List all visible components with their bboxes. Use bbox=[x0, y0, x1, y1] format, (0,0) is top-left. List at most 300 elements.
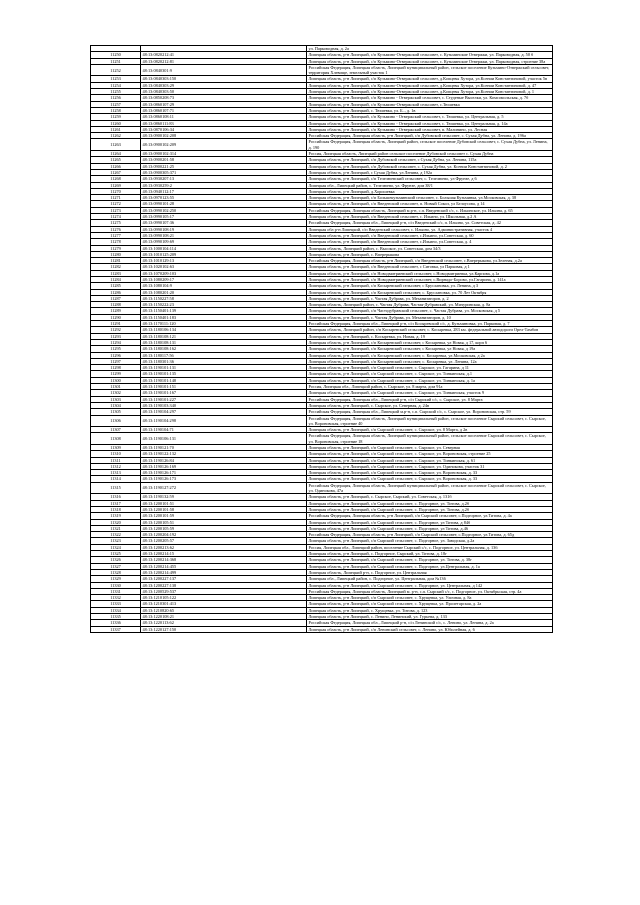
row-number: 11256 bbox=[91, 95, 141, 101]
row-number: 11270 bbox=[91, 188, 141, 194]
address: Липецкая область, р-н Липецкий, д.Хорошевка bbox=[307, 188, 553, 194]
table-row bbox=[91, 276, 553, 282]
row-number: 11311 bbox=[91, 457, 141, 463]
cadastral-number: 48:13:1200213:62 bbox=[141, 544, 307, 550]
address: Липецкая область, р-н Липецкий, с/п Сырский сельсовет, с. Сырское, ул. Тинкинская, д.1 bbox=[307, 371, 553, 377]
address: Липецкая область, р-н Липецкий, с/п Кузьмино-Отвержский сельсовет, д.Копцевы Хутора, ул.Ксении Константиновой, участок 5в bbox=[307, 76, 553, 82]
cadastral-number: 48:13:0870106:34 bbox=[141, 126, 307, 132]
row-number: 11277 bbox=[91, 232, 141, 238]
address: Липецкая область, р-н Липецкий, с/п Введенский сельсовет, с.Ильино, ул.Советская, д. 60 bbox=[307, 232, 553, 238]
table-row bbox=[91, 151, 553, 157]
cadastral-number: 48:13:1190101:167 bbox=[141, 390, 307, 396]
table-row bbox=[91, 195, 553, 201]
cadastral-number: 48:13:1170111:120 bbox=[141, 321, 307, 327]
address: Российская Федерация, Липецкая обл., Липецкий р-н, с/п Введенский с/с, п. Ильино, ул. Советская, д. 42 bbox=[307, 220, 553, 226]
table-row bbox=[91, 226, 553, 232]
address: Липецкая область, р-н Липецкий, с/п Сырский сельсовет, с. Сырское, ул. Вороновская, строение 25 bbox=[307, 451, 553, 457]
row-number: 11317 bbox=[91, 500, 141, 506]
address: Липецкая область, р-н Липецкий, с. Тюшевка, ул. Б.., д. 1в bbox=[307, 107, 553, 113]
row-number: 11315 bbox=[91, 482, 141, 494]
address: Липецкая область, р-н Липецкий, с Сухая Дубна, ул Ленина, д 192а bbox=[307, 169, 553, 175]
address: Липецкая область, р-н Липецкий, с/п Новодмитриевский сельсовет, с.Вирнадо-Борово, ул.Гагарина, д. 141а bbox=[307, 276, 553, 282]
cadastral-number: 48:13:0840303:29 bbox=[141, 82, 307, 88]
address: Российская Федерация, Липецкая область, р-н Липецкий, с/п Сырский сельсовет, с.Подгорное, ул.Титова, д. 4а bbox=[307, 513, 553, 519]
cadastral-number: 48:13:1150401:139 bbox=[141, 308, 307, 314]
cadastral-number: 48:13:0860108:11 bbox=[141, 114, 307, 120]
table-row bbox=[91, 52, 553, 58]
cadastral-number: 48:13:1070209:103 bbox=[141, 270, 307, 276]
row-number: 11323 bbox=[91, 538, 141, 544]
cadastral-number: 48:13:1190132:59 bbox=[141, 494, 307, 500]
row-number: 11274 bbox=[91, 214, 141, 220]
row-number: 11309 bbox=[91, 445, 141, 451]
cadastral-number: 48:13:1200214:15 bbox=[141, 551, 307, 557]
row-number: 11253 bbox=[91, 76, 141, 82]
row-number: 11302 bbox=[91, 390, 141, 396]
row-number: 11266 bbox=[91, 163, 141, 169]
table-row bbox=[91, 626, 553, 632]
address: Липецкая область, р-н Липецкий, с/п Сырский сельсовет, с. Сырское, ул. Гагарина, д 11 bbox=[307, 365, 553, 371]
address: Российская Федерация, Липецкая область, Липецкий район, сельское поселение Дубовской сельсовет, с. Сухая Дубна, ул. Ленина, д. 190 bbox=[307, 139, 553, 151]
address: Липецкая область, р-н Липецкий, с/п Кузьмино-Отвержский сельсовет, д.Копцевы Хутора, ул.Ксении Константиновой, д. 47 bbox=[307, 82, 553, 88]
cadastral-number: 48:13:1000104:114 bbox=[141, 245, 307, 251]
table-row bbox=[91, 352, 553, 358]
row-number: 11252 bbox=[91, 64, 141, 76]
address: Липецкая область, р-н Липецкий, с/п Сырский сельсовет, с. Сырское, ул. 8 Марта, д 2в bbox=[307, 427, 553, 433]
address: Липецкая область, р-н Липецкий, с/п Введенский сельсовет, с.Ильино, ул.Советская, д. 4 bbox=[307, 239, 553, 245]
cadastral-number: 48:13:1180108:121 bbox=[141, 333, 307, 339]
cadastral-number: 48:13:1190101:151 bbox=[141, 384, 307, 390]
cadastral-number: 48:13:1150401:183 bbox=[141, 314, 307, 320]
cadastral-number: 48:13:1080104:9 bbox=[141, 283, 307, 289]
table-row bbox=[91, 433, 553, 445]
address: Липецкая область, р-н Липецкий, с. Сырское, Сырский, ул. Советская, д. 131б bbox=[307, 494, 553, 500]
cadastral-number: 48:13:0990108:21 bbox=[141, 232, 307, 238]
address: Липецкая область, р-н Липецкий, с/п Сырский сельсовет, с. Сырское, ул. Северная bbox=[307, 445, 553, 451]
address: Липецкая область, р-н Липецкий, с/п Большекузьминский сельсовет, с. Большая Кузьминка, ул.Московская, д. 38 bbox=[307, 195, 553, 201]
cadastral-number: 48:13:0990101:28 bbox=[141, 201, 307, 207]
table-row bbox=[91, 532, 553, 538]
row-number: 11264 bbox=[91, 151, 141, 157]
row-number: 11268 bbox=[91, 176, 141, 182]
table-row bbox=[91, 327, 553, 333]
address: Российская Федерация, Липецкая область, Липецкий муниципальный район, сельское поселение Кузьмино-Отвержский сельсовет, территория Хлевище, земельный участок 1 bbox=[307, 64, 553, 76]
table-row bbox=[91, 289, 553, 295]
address: Липецкая область, р-н Липецкий, с/п Сырский сельсовет, с. Подгорное, ул Титова, д 84б bbox=[307, 519, 553, 525]
address: Липецкая область, Липецкий район, с/п Косыревский сельсовет, с. Косыревка, 283 км. федеральной автодороги Орел-Тамбов bbox=[307, 327, 553, 333]
cadastral-number: 48:13:1200101:51 bbox=[141, 500, 307, 506]
row-number: 11295 bbox=[91, 346, 141, 352]
row-number: 11312 bbox=[91, 463, 141, 469]
table-row bbox=[91, 588, 553, 594]
address: Липецкая область, р-н Липецкий, с/п Косыревский сельсовет, с Косыревка, ул Новая, д 19а bbox=[307, 346, 553, 352]
table-row bbox=[91, 409, 553, 415]
row-number: 11292 bbox=[91, 327, 141, 333]
row-number: 11326 bbox=[91, 557, 141, 563]
row-number: 11261 bbox=[91, 126, 141, 132]
table-row bbox=[91, 58, 553, 64]
table-row bbox=[91, 207, 553, 213]
row-number: 11279 bbox=[91, 245, 141, 251]
cadastral-number: 48:13:1200205:57 bbox=[141, 538, 307, 544]
row-number: 11297 bbox=[91, 358, 141, 364]
address: ул. Парководная, д. 2а bbox=[307, 46, 553, 52]
row-number: 11327 bbox=[91, 563, 141, 569]
cadastral-number: 48:13:1190126:169 bbox=[141, 463, 307, 469]
row-number: 11330 bbox=[91, 582, 141, 588]
address: Липецкая область, р-н Липецкий, с. Хрущевка, ул. Титова, д. 123 bbox=[307, 607, 553, 613]
cadastral-number: 48:13:0900102:209 bbox=[141, 139, 307, 151]
row-number: 11329 bbox=[91, 576, 141, 582]
table-row bbox=[91, 302, 553, 308]
cadastral-number: 48:13:1190126:173 bbox=[141, 476, 307, 482]
cadastral-number: 48:13:1200214:368 bbox=[141, 557, 307, 563]
cadastral-number: 48:13:0990102:250 bbox=[141, 207, 307, 213]
address: Липецкая область, Липецкий район, с. Высокое, ул. Советская, дом 34/3 bbox=[307, 245, 553, 251]
table-row bbox=[91, 339, 553, 345]
row-number: 11289 bbox=[91, 308, 141, 314]
address: Липецкая область, р-н Липецкий, с/п Сырский сельсовет, с. Подгорное, ул Титова, д.46 bbox=[307, 525, 553, 531]
cadastral-number: 48:13:1020102:63 bbox=[141, 264, 307, 270]
table-row bbox=[91, 258, 553, 264]
cadastral-number: 48:13:1190127:272 bbox=[141, 482, 307, 494]
address: Липецкая область, р-н Липецкий, с/п Сырский сельсовет, с. Подгорное, ул.Центральная, д. 1а bbox=[307, 563, 553, 569]
cadastral-number: 48:13:0860107:71 bbox=[141, 107, 307, 113]
row-number: 11265 bbox=[91, 157, 141, 163]
address: Липецкая область, р-н Липецкий, с/п Телелюевский сельсовет, с. Телелюево, ул Фрунзе, д 6 bbox=[307, 176, 553, 182]
row-number: 11305 bbox=[91, 409, 141, 415]
row-number: 11310 bbox=[91, 451, 141, 457]
row-number: 11278 bbox=[91, 239, 141, 245]
address: Липецкая область, р-н Липецкий, с/п Новодмитриевский сельсовет, с.Новодмитриевка, ул.Карпова, д.1а bbox=[307, 270, 553, 276]
row-number: 11258 bbox=[91, 107, 141, 113]
table-row bbox=[91, 415, 553, 427]
cadastral-number: 48:13:1200214:455 bbox=[141, 563, 307, 569]
address: Липецкая область, р-н Липецкий, с/п Частодубравский сельсовет, с. Частая Дубрава, ул. Московская, д 5 bbox=[307, 308, 553, 314]
cadastral-number: 48:13:1190101:148 bbox=[141, 377, 307, 383]
parcel-register-table bbox=[90, 45, 553, 633]
cadastral-number: 48:13:0840303:150 bbox=[141, 76, 307, 82]
address: Липецкая область, р-н Липецкий, с/п Сырский сельсовет, с. Хрущевка, ул. Пролетарская, д. 2а bbox=[307, 601, 553, 607]
row-number: 11280 bbox=[91, 251, 141, 257]
cadastral-number: 48:13:1180108:131 bbox=[141, 339, 307, 345]
row-number: 11282 bbox=[91, 264, 141, 270]
cadastral-number: 48:13:0820212:81 bbox=[141, 58, 307, 64]
row-number: 11319 bbox=[91, 513, 141, 519]
row-number: 11257 bbox=[91, 101, 141, 107]
cadastral-number: 48:13:1150222:23 bbox=[141, 302, 307, 308]
row-number: 11328 bbox=[91, 569, 141, 575]
table-body bbox=[91, 46, 553, 633]
cadastral-number: 48:13:1190101:135 bbox=[141, 371, 307, 377]
cadastral-number: 48:13:0900102:314 bbox=[141, 151, 307, 157]
cadastral-number: 48:13:1200529:537 bbox=[141, 588, 307, 594]
address: Липецкая область, р-н Липецкий, с/п Кузьмино - Отвержский сельсовет, с. Тюшевка, ул. Центральная, д. 14а bbox=[307, 120, 553, 126]
table-row bbox=[91, 390, 553, 396]
address: Липецкая область, р-н Липецкий, с/п Дубовской сельсовет, с. Сухая Дубна, ул. Ксении Константиновой, д. 2 bbox=[307, 163, 553, 169]
row-number: 11298 bbox=[91, 365, 141, 371]
cadastral-number: 48:13:1010129:13 bbox=[141, 258, 307, 264]
row-number: 11263 bbox=[91, 139, 141, 151]
address: Липецкая область, р-н Липецкий, с/п Кузьмино-Отвержский сельсовет, с. Кузьминские Отвержки, ул. Парководная, строение 38а bbox=[307, 58, 553, 64]
row-number: 11294 bbox=[91, 339, 141, 345]
table-row bbox=[91, 126, 553, 132]
row-number: 11273 bbox=[91, 207, 141, 213]
address: Липецкая область, р-н Липецкий, с/п Введенский сельсовет, с. Ильино, ул. Школьная, д.2 А bbox=[307, 214, 553, 220]
cadastral-number: 48:13:1150227:58 bbox=[141, 295, 307, 301]
address: Липецкая область, Липецкий район, с. Частая Дубрава, Частая-Дубравский, ул. Мичуринская, д. 8а bbox=[307, 302, 553, 308]
table-row bbox=[91, 95, 553, 101]
row-number: 11271 bbox=[91, 195, 141, 201]
cadastral-number: 48:13:1200105:59 bbox=[141, 525, 307, 531]
table-row bbox=[91, 64, 553, 76]
address: Липецкая область, р-н Липецкий, с/п Кузьмино - Отвержский сельсовет, с. Студеные Выселки, ул. Комсомольская, д. 7б bbox=[307, 95, 553, 101]
address: Липецкая область, р-н Липецкий, с/п Введенский сельсовет, п. Новый Сокол, ул Белоусова, д 14 bbox=[307, 201, 553, 207]
row-number: 11307 bbox=[91, 427, 141, 433]
address: Российская Федерация, Липецкая обл., Липецкий р-н, с/п Косыревский с/с, д. Кузьминовка, ул. Парковая, д. 7 bbox=[307, 321, 553, 327]
address: Российская Федерация, Липецкая область, Липецкий муниципальный район, сельское поселение Сырский сельсовет, с. Сырское, ул. Вороновская, строение 18 bbox=[307, 433, 553, 445]
row-number: 11300 bbox=[91, 377, 141, 383]
row-number: 11322 bbox=[91, 532, 141, 538]
row-number: 11334 bbox=[91, 607, 141, 613]
row-number: 11275 bbox=[91, 220, 141, 226]
cadastral-number: 48:13:0990105:17 bbox=[141, 214, 307, 220]
address: Российская Федерация, Липецкая область, Липецкий муниципальный район, сельское поселение Сырский сельсовет, с. Сырское, ул. Одинокова, 47а bbox=[307, 482, 553, 494]
cadastral-number: 48:13:0990109:69 bbox=[141, 239, 307, 245]
cadastral-number: 48:13:1190104:71 bbox=[141, 427, 307, 433]
address: Российская Федерация, Липецкая область, Липецкий м.р-н, с.п. Введенский с/с, с. Ильинское, ул. Ильина, д. 65 bbox=[307, 207, 553, 213]
table-row bbox=[91, 89, 553, 95]
cadastral-number: 48:13:1200227:137 bbox=[141, 576, 307, 582]
address: Липецкая область, р-н Липецкий, с/п Введенский сельсовет, с Ситовка, ул Парковая, д 1 bbox=[307, 264, 553, 270]
row-number: 11267 bbox=[91, 169, 141, 175]
row-number: 11254 bbox=[91, 82, 141, 88]
cadastral-number: 48:13:1190126:171 bbox=[141, 470, 307, 476]
table-row bbox=[91, 513, 553, 519]
row-number: 11316 bbox=[91, 494, 141, 500]
cadastral-number: 48:13:1190104:298 bbox=[141, 415, 307, 427]
address: Липецкая область, р-н Липецкий, с. Сырское, ул. Северная, д. 24в bbox=[307, 402, 553, 408]
row-number: 11281 bbox=[91, 258, 141, 264]
cadastral-number: 48:13:0900221:25 bbox=[141, 163, 307, 169]
address: Россия, Липецкая обл., Липецкий район, с. Сырское, ул. 8 марта, дом 91а bbox=[307, 384, 553, 390]
cadastral-number: 48:13:1190126:84 bbox=[141, 457, 307, 463]
row-number: 11303 bbox=[91, 396, 141, 402]
cadastral-number: 48:13:1200204:192 bbox=[141, 532, 307, 538]
address: Липецкая область, р-н Липецкий, с/п Косыревский сельсовет, с Косыревка, ул Новая, д 17, корп 6 bbox=[307, 339, 553, 345]
address: Липецкая область, р-н Липецкий, с. Частая Дубрава, ул. Механизаторов, д. 10 bbox=[307, 314, 553, 320]
row-number: 11325 bbox=[91, 551, 141, 557]
row-number: 11296 bbox=[91, 352, 141, 358]
row-number: 11272 bbox=[91, 201, 141, 207]
document-page bbox=[90, 45, 552, 633]
table-row bbox=[91, 308, 553, 314]
row-number: 11337 bbox=[91, 626, 141, 632]
row-number: 11336 bbox=[91, 620, 141, 626]
table-row bbox=[91, 620, 553, 626]
cadastral-number: 48:13:1190101:131 bbox=[141, 365, 307, 371]
cadastral-number: 48:13:0900305:371 bbox=[141, 169, 307, 175]
address: Липецкая обл., Липецкий район, с. Подгорное, ул. Центральная, дом №136 bbox=[307, 576, 553, 582]
cadastral-number: 48:13:0840301:9 bbox=[141, 64, 307, 76]
address: Российская Федерация, Липецкая область, Липецкий муниципальный район, сельское поселение Сырский сельсовет, с. Сырское, ул. Вороновская, строение 40 bbox=[307, 415, 553, 427]
cadastral-number: 48:13:0850208:73 bbox=[141, 95, 307, 101]
row-number: 11255 bbox=[91, 89, 141, 95]
row-number: 11251 bbox=[91, 58, 141, 64]
row-number: 11276 bbox=[91, 226, 141, 232]
row-number: 11324 bbox=[91, 544, 141, 550]
cadastral-number: 48:13:0970123:55 bbox=[141, 195, 307, 201]
cadastral-number: 48:13:0840303:50 bbox=[141, 89, 307, 95]
row-number: 11284 bbox=[91, 276, 141, 282]
row-number: 11301 bbox=[91, 384, 141, 390]
address: Российская Федерация, Липецкая область, р-н Липецкий, с/п Введенский сельсовет, с.Вперерыкова, ул.Зеленая, д.2а bbox=[307, 258, 553, 264]
table-row bbox=[91, 220, 553, 226]
cadastral-number: 48:13:0990108:19 bbox=[141, 226, 307, 232]
cadastral-number: 48:13:0930259:2 bbox=[141, 182, 307, 188]
cadastral-number: 48:13:0860107:29 bbox=[141, 101, 307, 107]
row-number: 11293 bbox=[91, 333, 141, 339]
address: Россия, Липецкая область, Липецкий район сельское поселение Дубовской сельсовет с. Сухая Дубна bbox=[307, 151, 553, 157]
address: Липецкая область, р-н Липецкий, с. Косыревка, ул. Новая, д. 19 bbox=[307, 333, 553, 339]
address: Липецкая область, р-н Липецкий, с/п Сырский сельсовет, с. Сырское, ул. Тинкинская, участок 9 bbox=[307, 390, 553, 396]
row-number: 11283 bbox=[91, 270, 141, 276]
address: Липецкая область, р-н Липецкий, с/п Сырский сельсовет, с. Подгорное, ул. Центральная, д 142 bbox=[307, 582, 553, 588]
cadastral-number: 48:13:0900201:58 bbox=[141, 157, 307, 163]
address: Липецкая область, р-н Липецкий, с/п Сырский сельсовет, с. Сырское, ул. Вороновская, д. 33 bbox=[307, 470, 553, 476]
row-number: 11260 bbox=[91, 120, 141, 126]
row-number: 11332 bbox=[91, 595, 141, 601]
address: Липецкая область, р-н Липецкий, с/п Кузьмино-Отвержский сельсовет, с.Тюшевка bbox=[307, 101, 553, 107]
address: Российская Федерация, Липецкая обл., Липецкий р-н, с/п Ленинский с/с, с. Ленино, ул. Ленина, д. 2а bbox=[307, 620, 553, 626]
cadastral-number: 48:13:1200105:51 bbox=[141, 519, 307, 525]
cadastral-number: 48:13:1220113:62 bbox=[141, 620, 307, 626]
cadastral-number: 48:13:1190101:227 bbox=[141, 396, 307, 402]
address: Россия, Липецкая обл., Липецкий район, поселение Сырский с/с, с. Подгорное, ул. Центральная, д. 136 bbox=[307, 544, 553, 550]
cadastral-number: 48:13:1180108:162 bbox=[141, 346, 307, 352]
row-number: 11333 bbox=[91, 601, 141, 607]
address: Российская Федерация, Липецкая обл., Липецкий м.р-н, с.п. Сырский с/с, с. Сырское, ул. Вороновская, стр. 59 bbox=[307, 409, 553, 415]
cadastral-number: 48:13:1190122:132 bbox=[141, 451, 307, 457]
row-number: 11250 bbox=[91, 52, 141, 58]
table-row bbox=[91, 544, 553, 550]
address: Липецкая область, р-н Липецкий, с/п Сырский сельсовет, с. Хрущевка, ул. Уличная, д. 8а bbox=[307, 595, 553, 601]
cadastral-number: 48:13:1210301:413 bbox=[141, 601, 307, 607]
address: Липецкая область, р-н Липецкий, с/п Косыревский сельсовет, с. Косыревка, ул.Московская, д 2а bbox=[307, 352, 553, 358]
address: Липецкая область, р-н Липецкий, с/п Сырский сельсовет, с. Сырское, ул. Вороновская, д. 33 bbox=[307, 476, 553, 482]
row-number: 11335 bbox=[91, 614, 141, 620]
table-row bbox=[91, 463, 553, 469]
address: Липецкая обл р-н Липецкий, с/п Введенский сельсовет, с. Ильино, ул. Административная, участок 4 bbox=[307, 226, 553, 232]
row-number: 11291 bbox=[91, 321, 141, 327]
address: Российская Федерация, Липецкая область, р-н Липецкий, с/п Сырский сельсовет, с.Подгорное, ул.Титова, д. 65д bbox=[307, 532, 553, 538]
table-row bbox=[91, 201, 553, 207]
cadastral-number: 48:13:0930207:13 bbox=[141, 176, 307, 182]
address: Липецкая область, р-н Липецкий, с/п Сырский сельсовет, с. Подгорное, ул. Титова, д.2б bbox=[307, 506, 553, 512]
address: Липецкая область, р-н Липецкий, с/п Кузьмино-Отвержский сельсовет, д.Копцевы Хутора, ул.Ксении Константиновой, д. 1 bbox=[307, 89, 553, 95]
address: Российская Федерация, Липецкая область, р-н Липецкий, с/п Дубовской сельсовет, с. Сухая Дубна, ул. Ленина, д. 196а bbox=[307, 133, 553, 139]
address: Липецкая область, р-н Липецкий, с/п Кузьмино-Отвержский сельсовет, с. Кузьминские Отвержки, ул. Парководная, д. 50 б bbox=[307, 52, 553, 58]
cadastral-number: 48:13:1190103:340 bbox=[141, 402, 307, 408]
address: Российская Федерация, Липецкая область, Липецкий м. р-н, с.п. Сырский с/с, с. Подгорное, ул. Октябрьская, стр. 4а bbox=[307, 588, 553, 594]
address: Липецкая область, р-н Липецкий, с/п Косыревский сельсовет, с. Косыревка, ул. Ленина, 12а bbox=[307, 358, 553, 364]
cadastral-number: 48:13:1210105:122 bbox=[141, 595, 307, 601]
table-row bbox=[91, 321, 553, 327]
row-number: 11313 bbox=[91, 470, 141, 476]
address: Липецкая область, р-н Липецкий, с. Подгорное, Сырский, ул. Титова, д. 18г bbox=[307, 551, 553, 557]
row-number: 11269 bbox=[91, 182, 141, 188]
row-number: 11290 bbox=[91, 314, 141, 320]
table-row bbox=[91, 270, 553, 276]
row-number: 11318 bbox=[91, 506, 141, 512]
table-row bbox=[91, 120, 553, 126]
row-number: 11288 bbox=[91, 302, 141, 308]
table-row bbox=[91, 82, 553, 88]
row-number: 11308 bbox=[91, 433, 141, 445]
cadastral-number: 48:13:1180301:36 bbox=[141, 358, 307, 364]
table-row bbox=[91, 133, 553, 139]
cadastral-number: 48:13:1210820:65 bbox=[141, 607, 307, 613]
row-number: 11321 bbox=[91, 525, 141, 531]
address: Липецкая область, р-н Липецкий, с/п Дубовской сельсовет, с Сухая Дубна, ул. Ленина, 115а bbox=[307, 157, 553, 163]
table-row bbox=[91, 163, 553, 169]
address: Липецкая область, р-н Липецкий, с/п Сырский сельсовет, с. Сырское, ул. Тинкинская, д. 1а bbox=[307, 377, 553, 383]
address: Липецкая область, Липецкий р-н, с. Подгорное, ул. Центральная bbox=[307, 569, 553, 575]
row-number: 11304 bbox=[91, 402, 141, 408]
cadastral-number: 48:13:0990107:36 bbox=[141, 220, 307, 226]
address: Российская Федерация, Липецкая обл., Липецкий р-н, с/п Сырский с/с, с. Сырское, ул. 8 Марта bbox=[307, 396, 553, 402]
address: Липецкая обл., Липецкий район, с. Телелюево, ул. Фрунзе, дом 38/1 bbox=[307, 182, 553, 188]
row-number: 11306 bbox=[91, 415, 141, 427]
address: Липецкая область, р-н Липецкий, с/п Ленинский сельсовет, с. Ленино, ул. Юбилейная, д. 6 bbox=[307, 626, 553, 632]
address: Липецкая область, р-н Липецкий, с. Частая Дубрава, ул. Механизаторов, д. 2 bbox=[307, 295, 553, 301]
row-number: 11285 bbox=[91, 283, 141, 289]
cadastral-number: 48:13:1080201:20 bbox=[141, 289, 307, 295]
cadastral-number: 48:13:1180117:56 bbox=[141, 352, 307, 358]
cadastral-number: 48:13:1200214:499 bbox=[141, 569, 307, 575]
table-row bbox=[91, 451, 553, 457]
cadastral-number: 48:13:0900102:208 bbox=[141, 133, 307, 139]
table-row bbox=[91, 114, 553, 120]
row-number: 11299 bbox=[91, 371, 141, 377]
cadastral-number: 48:13:1200227:138 bbox=[141, 582, 307, 588]
address: Липецкая область, р-н Липецкий, с/п Сырский сельсовет, с. Сырское, ул. Одинокова, участок 31 bbox=[307, 463, 553, 469]
address: Липецкая область, р-н Липецкий, с. Ленино, Ленинский, ул. Гурьева, д. 133 bbox=[307, 614, 553, 620]
row-number: 11259 bbox=[91, 114, 141, 120]
cadastral-number: 48:13:1220127:150 bbox=[141, 626, 307, 632]
cadastral-number: 48:13:1180106:134 bbox=[141, 327, 307, 333]
cadastral-number: 48:13:1190106:131 bbox=[141, 433, 307, 445]
table-row bbox=[91, 139, 553, 151]
cadastral-number: 48:13:1010125:209 bbox=[141, 251, 307, 257]
table-row bbox=[91, 482, 553, 494]
cadastral-number: 48:13:0940112:17 bbox=[141, 188, 307, 194]
address: Липецкая область, р-н Липецкий, с/п Сырский сельсовет, с. Подгорное, ул. Титова, д.2б bbox=[307, 500, 553, 506]
table-row bbox=[91, 76, 553, 82]
address: Липецкая область, р-н Липецкий, с/п Сырский сельсовет, с. Подгорное, ул. Заводская, д.2а bbox=[307, 538, 553, 544]
row-number: 11286 bbox=[91, 289, 141, 295]
address: Липецкая область, р-н Липецкий, с/п Сырский сельсовет, с. Подгорное, ул. Титова, д. 38г bbox=[307, 557, 553, 563]
cadastral-number: 48:13:0820212:41 bbox=[141, 52, 307, 58]
row-number: 11320 bbox=[91, 519, 141, 525]
row-number: 11262 bbox=[91, 133, 141, 139]
cadastral-number: 48:13:1190121:70 bbox=[141, 445, 307, 451]
row-number: 11314 bbox=[91, 476, 141, 482]
cadastral-number: 48:13:1080209:17 bbox=[141, 276, 307, 282]
cadastral-number: 48:13:1200101:58 bbox=[141, 506, 307, 512]
address: Липецкая область, р-н Липецкий, с/п Кузьмино - Отвержский сельсовет, п. Малинино, ул. Лесная bbox=[307, 126, 553, 132]
cadastral-number: 48:13:0860111:83 bbox=[141, 120, 307, 126]
